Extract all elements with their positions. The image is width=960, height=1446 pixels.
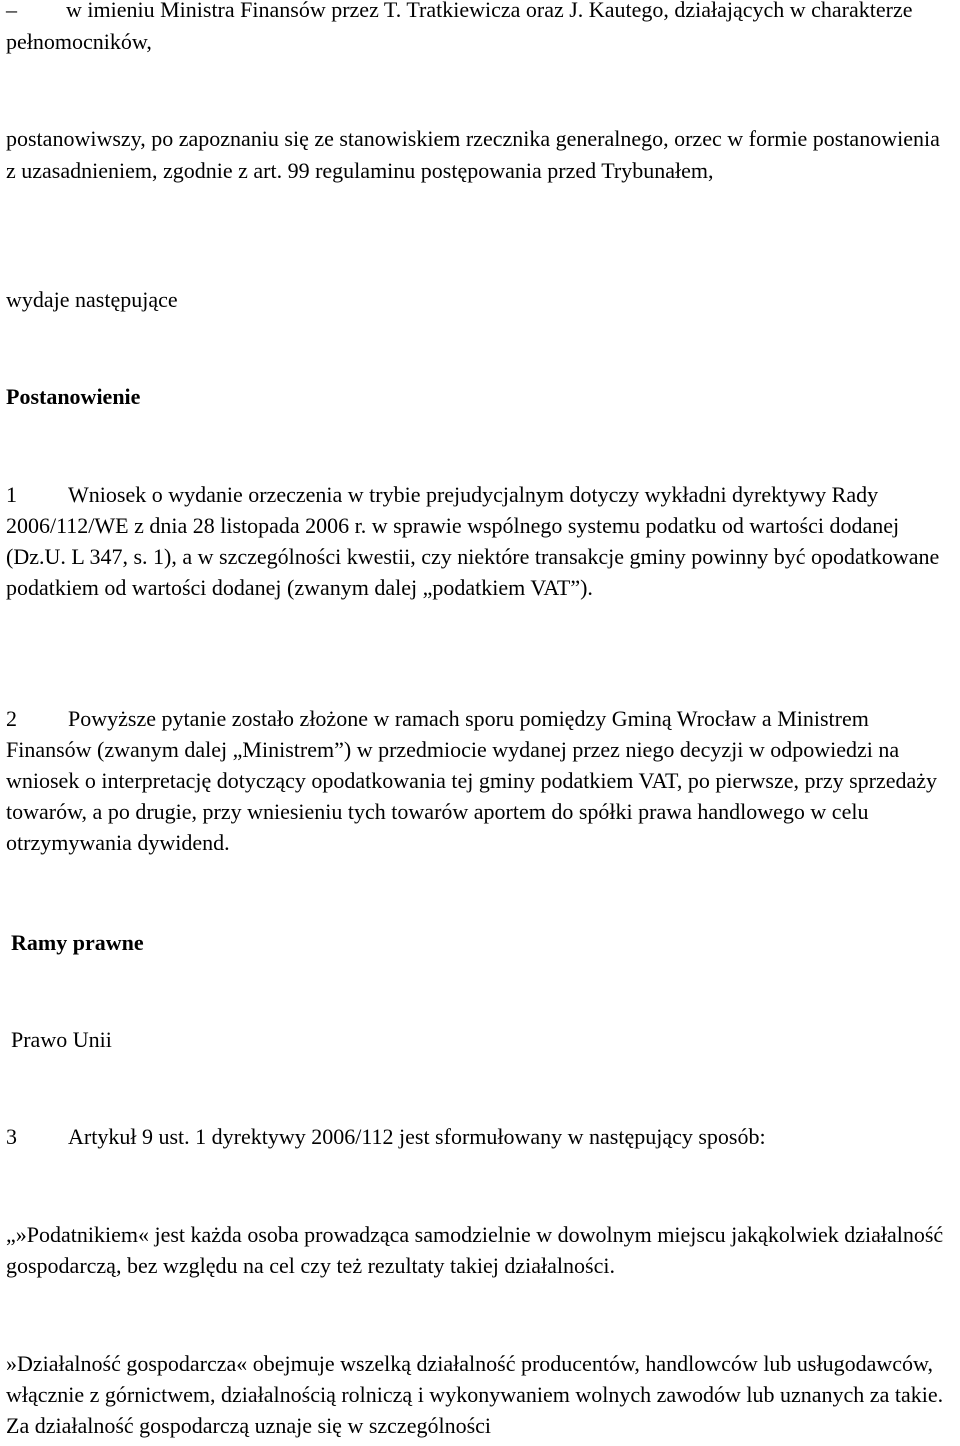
paragraph-wydaje: wydaje następujące: [6, 287, 178, 312]
paragraph-number: 2: [6, 706, 17, 731]
paragraph-number: 1: [6, 482, 17, 507]
numbered-paragraph-3: [6, 1121, 954, 1153]
paragraph-text: Wniosek o wydanie orzeczenia w trybie prejudycjalnym dotyczy wykładni dyrektywy Rady 2006/112/WE z dnia 28 listopada 2006 r. w sprawie wspólnego systemu podatku od wartości dodanej (Dz.U. L 347, s. 1), a w szczególności kwestii, czy niektóre transakcje gminy powinny być opodatkowane podatkiem od wartości dodanej (zwanym dalej „podatkiem VAT”).: [6, 482, 940, 600]
paragraph-number: 3: [6, 1124, 17, 1149]
quote-dzialalnosc-definition: »Działalność gospodarcza« obejmuje wszelką działalność producentów, handlowców lub usługodawców, włącznie z górnictwem, działalnością rolniczą i wykonywaniem wolnych zawodów lub uznanych za takie. Za działalność gospodarczą uznaje się w szczególności: [6, 1351, 944, 1438]
intro-representatives: [6, 0, 954, 58]
paragraph-postanowiwszy: postanowiwszy, po zapoznaniu się ze stanowiskiem rzecznika generalnego, orzec w formie postanowienia z uzasadnieniem, zgodnie z art. 99 regulaminu postępowania przed Trybunałem,: [6, 126, 940, 183]
intro-text: w imieniu Ministra Finansów przez T. Tratkiewicza oraz J. Kautego, działających w charakterze pełnomocników,: [6, 0, 913, 54]
paragraph-text: Artykuł 9 ust. 1 dyrektywy 2006/112 jest sformułowany w następujący sposób:: [68, 1124, 766, 1149]
heading-postanowienie: Postanowienie: [6, 384, 141, 409]
paragraph-text: Powyższe pytanie zostało złożone w ramach sporu pomiędzy Gminą Wrocław a Ministrem Finansów (zwanym dalej „Ministrem”) w przedmiocie wydanej przez niego decyzji w odpowiedzi na wniosek o interpretację dotyczący opodatkowania tej gminy podatkiem VAT, po pierwsze, przy sprzedaży towarów, a po drugie, przy wniesieniu tych towarów aportem do spółki prawa handlowego w celu otrzymywania dywidend.: [6, 706, 938, 855]
intro-dash: –: [6, 0, 17, 22]
heading-ramy-prawne: Ramy prawne: [11, 930, 144, 955]
numbered-paragraph-2: [6, 703, 954, 858]
numbered-paragraph-1: [6, 479, 954, 603]
quote-podatnik-definition: „»Podatnikiem« jest każda osoba prowadząca samodzielnie w dowolnym miejscu jakąkolwiek działalność gospodarczą, bez względu na cel czy też rezultaty takiej działalności.: [6, 1222, 944, 1278]
heading-prawo-unii: Prawo Unii: [11, 1027, 112, 1052]
